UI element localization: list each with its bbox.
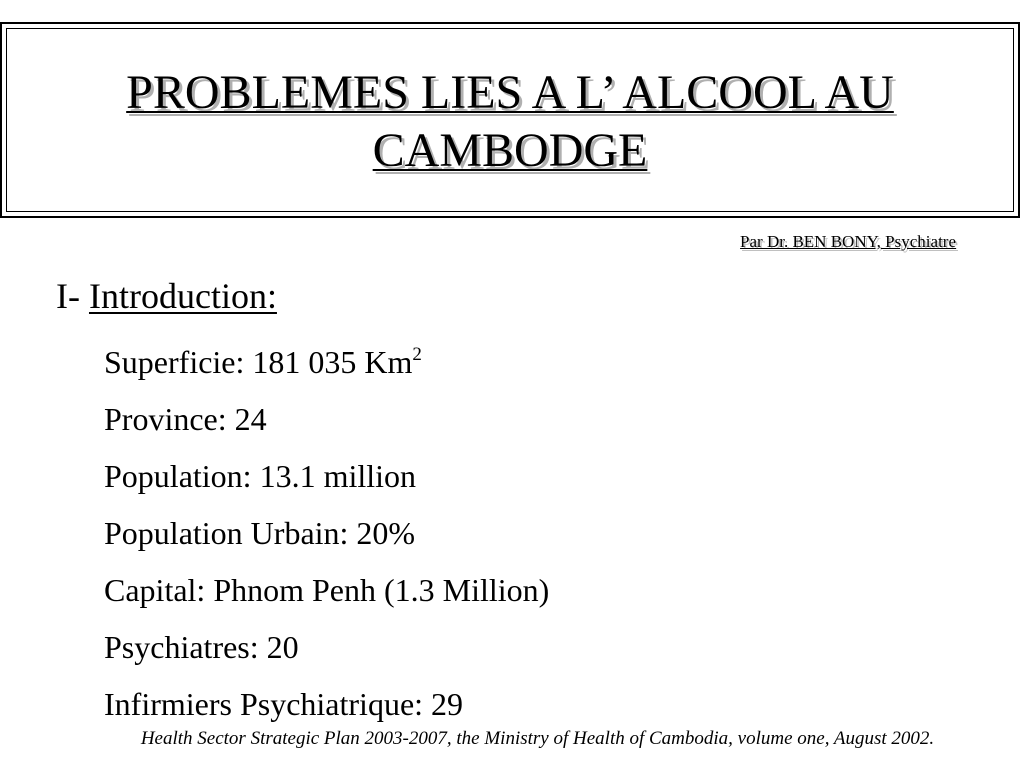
section-prefix: I-	[56, 276, 89, 316]
fact-item-province: Province: 24	[104, 401, 267, 437]
fact-superscript: 2	[412, 344, 422, 365]
fact-text: Superficie: 181 035 Km	[104, 344, 413, 380]
fact-item-capital: Capital: Phnom Penh (1.3 Million)	[104, 572, 550, 608]
fact-item-area	[104, 334, 549, 391]
fact-item-psychiatric-nurses: Infirmiers Psychiatrique: 29	[104, 686, 464, 722]
slide-title-line1: PROBLEMES LIES A L’ ALCOOL AU	[126, 66, 894, 119]
fact-item-urban-population: Population Urbain: 20%	[104, 515, 416, 551]
slide-title	[0, 64, 1020, 180]
facts-list	[104, 334, 549, 733]
source-citation: Health Sector Strategic Plan 2003-2007, the Ministry of Health of Cambodia, volume one, August 2002.	[140, 728, 935, 749]
slide-title-line2: CAMBODGE	[372, 124, 648, 177]
author-credit: Par Dr. BEN BONY, Psychiatre	[740, 232, 956, 251]
fact-item-psychiatrists: Psychiatres: 20	[104, 629, 299, 665]
section-heading	[56, 274, 277, 318]
section-label: Introduction:	[88, 276, 277, 316]
fact-item-population: Population: 13.1 million	[104, 458, 417, 494]
